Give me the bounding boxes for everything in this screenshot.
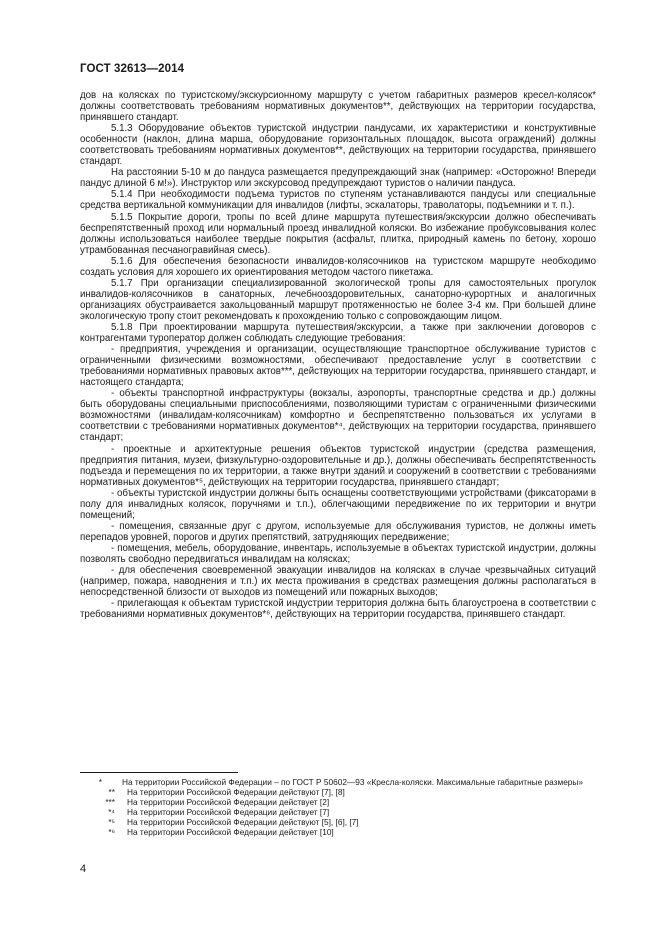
footnote-text: На территории Российской Федерации действует [7] bbox=[127, 806, 330, 817]
footnote-text: На территории Российской Федерации действует [10] bbox=[127, 826, 334, 837]
paragraph: 5.1.6 Для обеспечения безопасности инвалидов-колясочников на туристском маршруте необходимо создать условия для хорошего их ориентирования методом частого пикетажа. bbox=[80, 255, 596, 278]
list-item: - объекты туристской индустрии должны быть оснащены соответствующими устройствами (фиксаторами в полу для инвалидных колясок, поручнями и т.п.), облегчающими передвижение по их территории и внутри помещений; bbox=[80, 487, 596, 521]
footnote-mark: *⁶ bbox=[108, 826, 115, 837]
footnote-text: На территории Российской Федерации действуют [7], [8] bbox=[127, 786, 345, 797]
footnote-text: На территории Российской Федерации действуют [5], [6], [7] bbox=[127, 816, 359, 827]
list-item: - объекты транспортной инфраструктуры (вокзалы, аэропорты, транспортные средства и др.) должны быть оборудованы специальными приспособлениями, позволяющими туристам с ограниченными физическими возможностями (инвалидам-колясочникам) комфортно и беспрепятственно пользоваться их услугами в соответствии с требованиями нормативных документов*⁴, действующих на территории государства, принявшего стандарт; bbox=[80, 388, 596, 444]
page-number: 4 bbox=[80, 863, 87, 875]
list-item: - прилегающая к объектам туристской индустрии территория должна быть благоустроена в соответствии с требованиями нормативных документов*⁶, действующих на территории государства, принявшего стандарт. bbox=[80, 598, 596, 621]
footnote-text: На территории Российской Федерации действует [2] bbox=[127, 796, 330, 807]
footnotes bbox=[80, 778, 596, 837]
footnote-text: На территории Российской Федерации – по ГОСТ Р 50602—93 «Кресла-коляски. Максимальные габаритные размеры» bbox=[122, 777, 583, 787]
footnote-mark: * bbox=[98, 777, 102, 787]
footnote-divider bbox=[80, 772, 238, 773]
paragraph: 5.1.8 При проектировании маршрута путешествия/экскурсии, а также при заключении договоров с контрагентами туроператор должен соблюдать следующие требования: bbox=[80, 321, 596, 345]
footnote-mark: *** bbox=[105, 796, 115, 807]
footnote-mark: *⁵ bbox=[108, 816, 115, 827]
body-text bbox=[80, 90, 596, 620]
paragraph: 5.1.7 При организации специализированной экологической тропы для самостоятельных прогулок инвалидов-колясочников в санаторных, лечебнооздоровительных, санаторно-курортных и аналогичных организациях обустраивается закольцованный маршрут протяженностью не более 3-4 км. При большей длине экологическую тропу стоит рекомендовать к прохождению только с сопровождающим лицом. bbox=[80, 277, 596, 322]
list-item: - проектные и архитектурные решения объектов туристской индустрии (средства размещения, предприятия питания, музеи, физкультурно-оздоровительные и др.), должны обеспечивать беспрепятственность подъезда и перемещения по их территории, а также внутри зданий и сооружений в соответствии с требованиями нормативных документов*⁵, действующих на территории государства, принявшего стандарт; bbox=[80, 443, 596, 488]
list-item: - помещения, связанные друг с другом, используемые для обслуживания туристов, не должны иметь перепадов уровней, порогов и других препятствий, затрудняющих передвижение; bbox=[80, 520, 596, 543]
paragraph: дов на колясках по туристскому/экскурсионному маршруту с учетом габаритных размеров кресел-колясок* должны соответствовать требованиям нормативных документов**, действующих на территории государства, принявшего стандарт. bbox=[80, 90, 596, 124]
list-item: - помещения, мебель, оборудование, инвентарь, используемые в объектах туристской индустрии, должны позволять свободно передвигаться инвалидам на колясках; bbox=[80, 542, 596, 565]
footnote-mark: ** bbox=[108, 786, 115, 797]
standard-header: ГОСТ 32613—2014 bbox=[80, 63, 185, 75]
paragraph: 5.1.5 Покрытие дороги, тропы по всей длине маршрута путешествия/экскурсии должно обеспечивать беспрепятственный проход или нормальный проезд инвалидной коляски. Во избежание пробуксовывания колес должны использоваться наиболее твердые покрытия (асфальт, плитка, природный камень по бетону, хорошо утрамбованная песчаногравийная смесь). bbox=[80, 211, 596, 256]
paragraph: 5.1.3 Оборудование объектов туристской индустрии пандусами, их характеристики и конструктивные особенности (наклон, длина марша, оборудование горизонтальных площадок, высота ограждений) должны соответствовать требованиям нормативных документов**, действующих на территории государства, принявшего стандарт. bbox=[80, 123, 596, 168]
footnote-mark: *⁴ bbox=[108, 806, 115, 817]
paragraph: 5.1.4 При необходимости подъема туристов по ступеням устанавливаются пандусы или специальные средства вертикальной коммуникации для инвалидов (лифты, эскалаторы, траволаторы, подъемники и т. п.). bbox=[80, 189, 596, 212]
paragraph: На расстоянии 5-10 м до пандуса размещается предупреждающий знак (например: «Осторожно! Впереди пандус длиной 6 м!»). Инструктор или экскурсовод предупреждают туристов о наличии пандуса. bbox=[80, 167, 596, 190]
list-item: - для обеспечения своевременной эвакуации инвалидов на колясках в случае чрезвычайных ситуаций (например, пожара, наводнения и т.п.) их места проживания в средствах размещения должны располагаться в непосредственной близости от выходов из помещений или пожарных выходов; bbox=[80, 565, 596, 599]
list-item: - предприятия, учреждения и организации, осуществляющие транспортное обслуживание туристов с ограниченными физическими возможностями, обеспечивают предоставление услуг в соответствии с требованиями нормативных правовых актов***, действующих на территории государства, принявшего стандарт, и настоящего стандарта; bbox=[80, 344, 596, 389]
footnote bbox=[80, 828, 596, 838]
